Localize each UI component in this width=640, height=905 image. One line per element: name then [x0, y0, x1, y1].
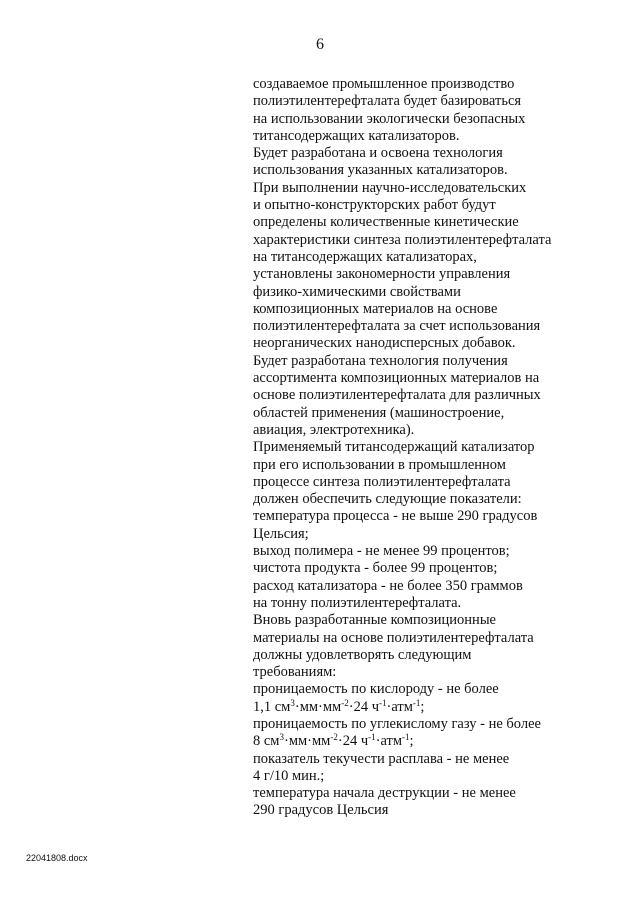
- text-line: материалы на основе полиэтилентерефталата: [253, 629, 534, 646]
- text-line: [253, 733, 625, 750]
- text-line: 4 г/10 мин.;: [253, 767, 325, 784]
- text-run: ·атм: [386, 698, 413, 715]
- text-line: титансодержащих катализаторов.: [253, 127, 460, 144]
- superscript: -2: [341, 697, 349, 708]
- text-line: Будет разработана и освоена технология: [253, 145, 503, 162]
- text-line: установлены закономерности управления: [253, 266, 511, 283]
- text-line: [253, 699, 625, 716]
- text-line: областей применения (машиностроение,: [253, 404, 505, 421]
- text-line: на тонну полиэтилентерефталата.: [253, 594, 462, 611]
- text-line: 290 градусов Цельсия: [253, 802, 389, 819]
- text-line: проницаемость по кислороду - не более: [253, 681, 499, 698]
- text-line: Применяемый титансодержащий катализатор: [253, 439, 535, 456]
- text-line: использования указанных катализаторов.: [253, 162, 508, 179]
- text-line: проницаемость по углекислому газу - не более: [253, 715, 541, 732]
- body-text: [253, 76, 625, 820]
- text-line: температура начала деструкции - не менее: [253, 785, 516, 802]
- text-line: на титансодержащих катализаторах,: [253, 248, 477, 265]
- superscript: 3: [279, 732, 284, 743]
- text-line: чистота продукта - более 99 процентов;: [253, 560, 498, 577]
- text-line: процессе синтеза полиэтилентерефталата: [253, 473, 511, 490]
- superscript: -1: [412, 697, 421, 708]
- text-line: при его использовании в промышленном: [253, 456, 506, 473]
- text-line: температура процесса - не выше 290 градусов: [253, 508, 538, 525]
- text-line: Будет разработана технология получения: [253, 352, 508, 369]
- text-run: ;: [420, 698, 425, 715]
- text-run: ;: [409, 733, 414, 750]
- text-line: основе полиэтилентерефталата для различных: [253, 387, 541, 404]
- text-run: ·24 ч: [337, 733, 369, 750]
- text-line: определены количественные кинетические: [253, 214, 519, 231]
- text-run: ·мм·мм: [284, 733, 331, 750]
- superscript: 3: [290, 697, 295, 708]
- text-run: ·24 ч: [348, 698, 379, 715]
- text-line: Вновь разработанные композиционные: [253, 612, 496, 629]
- text-line: Цельсия;: [253, 525, 309, 542]
- text-line: должен обеспечить следующие показатели:: [253, 491, 522, 508]
- text-line: создаваемое промышленное производство: [253, 76, 515, 92]
- text-line: выход полимера - не менее 99 процентов;: [253, 543, 510, 560]
- superscript: -1: [402, 732, 410, 743]
- text-line: ассортимента композиционных материалов на: [253, 370, 540, 387]
- text-run: ·мм·мм: [294, 698, 342, 715]
- text-line: характеристики синтеза полиэтилентерефталата: [253, 231, 552, 248]
- superscript: -1: [368, 732, 376, 743]
- superscript: -1: [379, 697, 387, 708]
- text-line: композиционных материалов на основе: [253, 300, 498, 317]
- page-number: 6: [316, 36, 324, 53]
- text-line: должны удовлетворять следующим: [253, 646, 472, 663]
- text-line: авиация, электротехника).: [253, 421, 415, 438]
- text-line: полиэтилентерефталата за счет использования: [253, 318, 541, 335]
- text-line: расход катализатора - не более 350 граммов: [253, 577, 523, 594]
- text-line: на использовании экологически безопасных: [253, 110, 526, 127]
- text-line: При выполнении научно-исследовательских: [253, 179, 527, 196]
- text-line: полиэтилентерефталата будет базироваться: [253, 93, 522, 110]
- text-run: 1,1 см: [253, 698, 291, 715]
- text-run: 8 см: [253, 733, 280, 750]
- text-line: требованиям:: [253, 664, 337, 681]
- footer-filename: 22041808.docx: [26, 853, 88, 863]
- text-run: ·атм: [375, 733, 403, 750]
- superscript: -2: [330, 732, 338, 743]
- text-line: неорганических нанодисперсных добавок.: [253, 335, 516, 352]
- text-line: физико-химическими свойствами: [253, 283, 461, 300]
- text-line: и опытно-конструкторских работ будут: [253, 197, 496, 214]
- text-line: показатель текучести расплава - не менее: [253, 750, 510, 767]
